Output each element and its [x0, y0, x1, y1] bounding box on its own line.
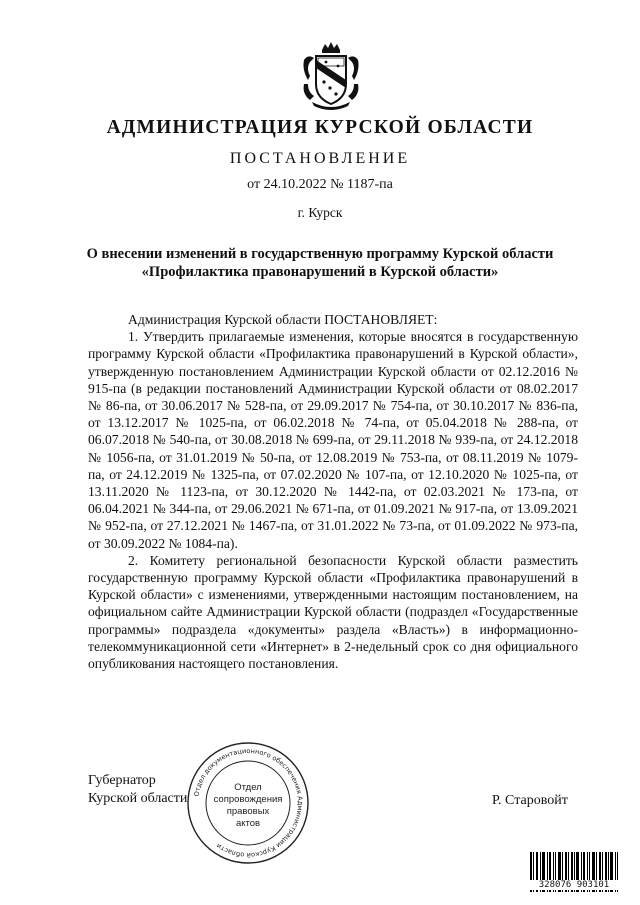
document-date-number: от 24.10.2022 № 1187-па: [247, 177, 393, 192]
coat-of-arms-icon: [300, 40, 362, 112]
document-title: [0, 245, 640, 281]
preamble-paragraph: Администрация Курской области ПОСТАНОВЛЯЕТ:: [128, 312, 438, 327]
stamp-seal: [185, 740, 311, 866]
signatory-name: Р. Старовойт: [492, 793, 568, 808]
document-type: ПОСТАНОВЛЕНИЕ: [229, 150, 411, 167]
document-city: г. Курск: [297, 205, 343, 220]
stamp-line-2: сопровождения: [213, 794, 283, 805]
organization-name: АДМИНИСТРАЦИЯ КУРСКОЙ ОБЛАСТИ: [106, 117, 534, 138]
signatory-position-line-2: Курской области: [88, 791, 188, 806]
item-1-paragraph: 1. Утвердить прилагаемые изменения, которые вносятся в государственную программу Курской области «Профилактика правонарушений в Курской области», утвержденную постановлением Администрации Курской области от 02.12.2016 № 915-па (в редакции постановлений Администрации Курской области от 08.02.2017 № 86-па, от 30.06.2017 № 528-па, от 29.09.2017 № 754-па, от 30.10.2017 № 836-па, от 13.12.2017 № 1025-па, от 06.02.2018 № 74-па, от 05.04.2018 № 288-па, от 06.07.2018 № 540-па, от 30.08.2018 № 699-па, от 29.11.2018 № 939-па, от 24.12.2018 № 1056-па, от 31.01.2019 № 50-па, от 12.08.2019 № 753-па, от 08.11.2019 № 1079-па, от 24.12.2019 № 1325-па, от 07.02.2020 № 107-па, от 12.10.2020 № 1025-па, от 13.11.2020 № 1123-па, от 30.12.2020 № 1442-па, от 02.03.2021 № 173-па, от 06.04.2021 № 344-па, от 29.06.2021 № 671-па, от 01.09.2021 № 917-па, от 13.09.2021 № 952-па, от 27.12.2021 № 1467-па, от 31.01.2022 № 73-па, от 01.09.2022 № 973-па, от 30.09.2022 № 1084-па).: [88, 329, 578, 551]
stamp-ring-text: Отдел документационного обеспечения Администрации Курской области: [192, 746, 305, 860]
item-2-paragraph: 2. Комитету региональной безопасности Курской области разместить государственную программу Курской области «Профилактика правонарушений в Курской области» с изменениями, утвержденными настоящим постановлением, на официальном сайте Администрации Курской области (подраздел «Государственные программы» подраздела «документы» раздела «Власть») в информационно-телекоммуникационной сети «Интернет» в 2-недельный срок со дня официального опубликования настоящего постановления.: [88, 552, 578, 672]
stamp-line-4: актов: [235, 818, 261, 829]
signatory-position: [88, 772, 187, 808]
barcode-digits: 328076 903101: [526, 880, 622, 890]
signatory-position-line-1: Губернатор: [88, 773, 156, 788]
document-body: [88, 311, 578, 672]
document-title-line-2: «Профилактика правонарушений в Курской области»: [141, 264, 499, 280]
stamp-line-3: правовых: [226, 806, 270, 817]
document-title-line-1: О внесении изменений в государственную программу Курской области: [86, 246, 554, 262]
stamp-line-1: Отдел: [234, 782, 262, 793]
